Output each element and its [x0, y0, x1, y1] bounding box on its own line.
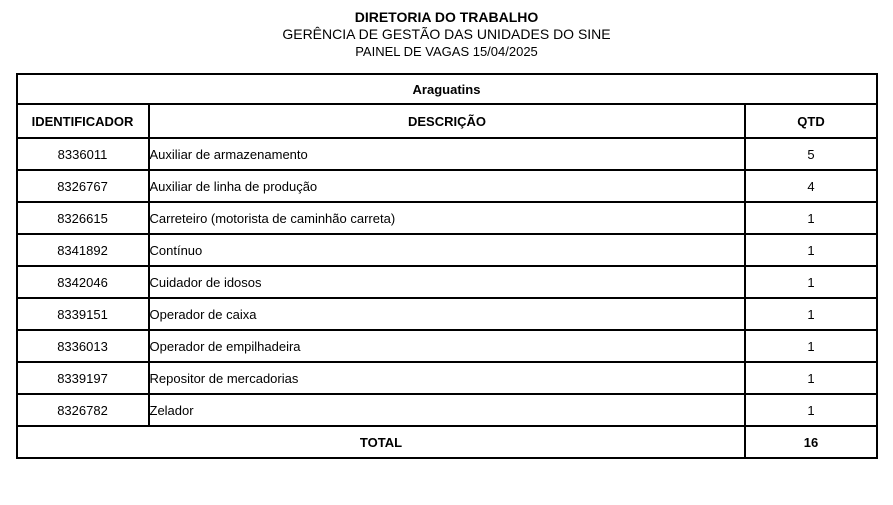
column-header-qtd: QTD — [745, 104, 876, 138]
document-title: DIRETORIA DO TRABALHO — [354, 9, 539, 25]
row-description: Operador de empilhadeira — [149, 330, 746, 362]
total-row — [17, 426, 877, 458]
table-row — [17, 234, 877, 266]
row-identifier: 8336013 — [17, 330, 149, 362]
row-description: Auxiliar de linha de produção — [149, 170, 746, 202]
row-identifier: 8336011 — [17, 138, 149, 170]
row-quantity: 1 — [745, 234, 876, 266]
row-description: Repositor de mercadorias — [149, 362, 746, 394]
row-identifier: 8342046 — [17, 266, 149, 298]
unit-title-row — [17, 74, 877, 104]
total-value: 16 — [745, 426, 876, 458]
table-row — [17, 138, 877, 170]
column-header-row — [17, 104, 877, 138]
table-row — [17, 266, 877, 298]
row-identifier: 8339151 — [17, 298, 149, 330]
table-row — [17, 202, 877, 234]
row-identifier: 8326767 — [17, 170, 149, 202]
column-header-descricao: DESCRIÇÃO — [149, 104, 746, 138]
table-row — [17, 298, 877, 330]
row-quantity: 1 — [745, 266, 876, 298]
row-description: Cuidador de idosos — [149, 266, 746, 298]
table-row — [17, 362, 877, 394]
row-identifier: 8341892 — [17, 234, 149, 266]
row-quantity: 5 — [745, 138, 876, 170]
table-row — [17, 394, 877, 426]
row-quantity: 1 — [745, 362, 876, 394]
row-quantity: 4 — [745, 170, 876, 202]
row-identifier: 8326615 — [17, 202, 149, 234]
table-row — [17, 170, 877, 202]
document-header — [0, 0, 893, 60]
column-header-identificador: IDENTIFICADOR — [17, 104, 149, 138]
total-label: TOTAL — [17, 426, 746, 458]
document-subtitle: GERÊNCIA DE GESTÃO DAS UNIDADES DO SINE — [282, 26, 611, 42]
row-description: Contínuo — [149, 234, 746, 266]
row-quantity: 1 — [745, 330, 876, 362]
document-panel-dateline: PAINEL DE VAGAS 15/04/2025 — [355, 44, 538, 59]
vacancies-table — [16, 73, 878, 459]
row-quantity: 1 — [745, 202, 876, 234]
table-row — [17, 330, 877, 362]
unit-title: Araguatins — [17, 74, 877, 104]
row-description: Operador de caixa — [149, 298, 746, 330]
row-quantity: 1 — [745, 394, 876, 426]
table-body — [17, 138, 877, 426]
row-description: Zelador — [149, 394, 746, 426]
row-description: Auxiliar de armazenamento — [149, 138, 746, 170]
row-quantity: 1 — [745, 298, 876, 330]
row-identifier: 8326782 — [17, 394, 149, 426]
row-identifier: 8339197 — [17, 362, 149, 394]
row-description: Carreteiro (motorista de caminhão carreta) — [149, 202, 746, 234]
